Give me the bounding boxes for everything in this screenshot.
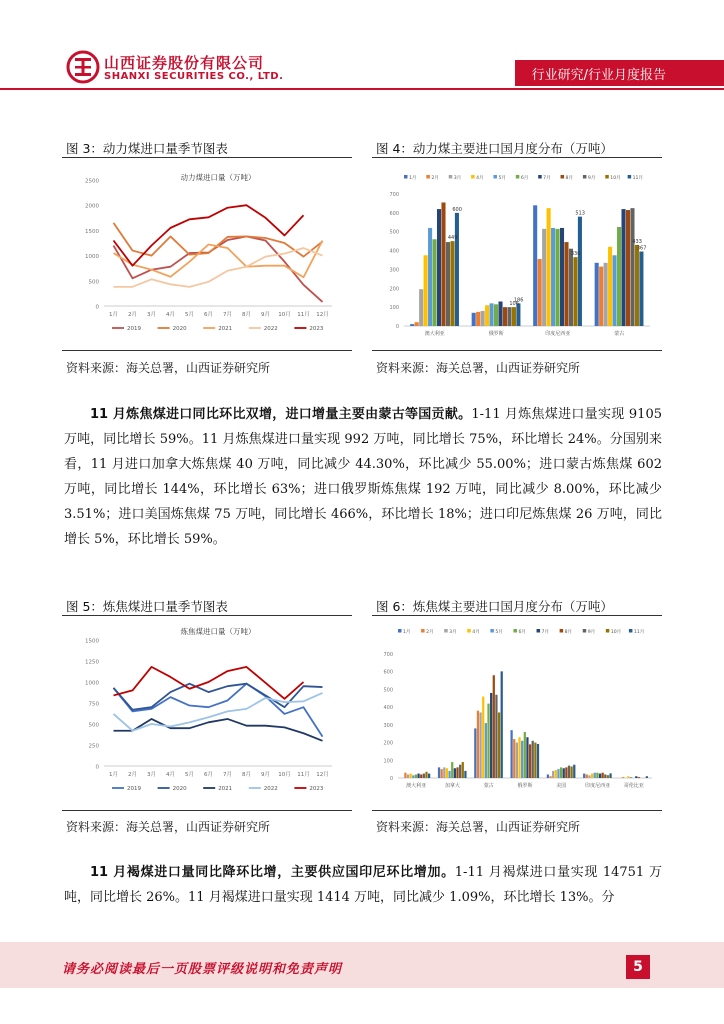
fig6-legend-label: 1月	[403, 630, 411, 635]
fig6-legend-label: 2月	[426, 630, 434, 635]
fig4-bar	[419, 289, 423, 326]
fig6-bar	[573, 765, 575, 778]
fig6-bar	[479, 712, 481, 778]
fig3-x-tick-label: 11月	[297, 312, 310, 318]
fig3-bottom-rule	[62, 350, 352, 351]
page-number: 5	[626, 955, 650, 979]
fig4-bar	[538, 259, 542, 326]
fig6-bar	[412, 775, 414, 778]
fig6-bar	[622, 777, 624, 778]
fig6-legend-label: 3月	[449, 630, 457, 635]
fig6-bar	[571, 766, 573, 778]
fig4-y-tick-label: 600	[389, 210, 399, 217]
fig4-bar	[490, 303, 494, 326]
fig6-bar	[448, 771, 450, 778]
fig6-bar	[417, 774, 419, 778]
fig5-x-tick-label: 5月	[185, 772, 194, 778]
fig6-legend-label: 5月	[495, 630, 503, 635]
header-section-band	[515, 60, 724, 86]
fig6-bar	[518, 737, 520, 778]
fig3-legend-label-2019: 2019	[127, 326, 141, 332]
fig6-bar	[568, 766, 570, 778]
fig6-bar	[555, 770, 557, 778]
fig4-bar	[547, 208, 551, 326]
fig3-chart	[80, 166, 340, 344]
fig6-y-tick-label: 500	[383, 687, 393, 694]
fig5-x-tick-label: 10月	[278, 772, 291, 778]
fig4-legend-swatch-6月	[516, 175, 520, 179]
fig6-bar	[482, 697, 484, 778]
fig5-x-tick-label: 7月	[223, 772, 232, 778]
fig6-legend-swatch-7月	[537, 629, 541, 633]
fig6-bar	[407, 774, 409, 778]
fig4-legend-swatch-9月	[583, 175, 587, 179]
fig3-x-tick-label: 8月	[242, 312, 251, 318]
fig5-x-tick-label: 4月	[166, 772, 175, 778]
paragraph-lignite	[64, 860, 662, 910]
paragraph-lignite-body: 1-11 月褐煤进口量实现 14751 万吨，同比增长 26%。11 月褐煤进口量实现 1414 万吨，同比减少 1.09%，环比增长 13%。分	[64, 865, 662, 905]
fig5-x-tick-label: 11月	[297, 772, 310, 778]
fig6-bar	[441, 769, 443, 778]
fig4-legend-label: 6月	[520, 176, 529, 181]
fig4-legend-swatch-1月	[404, 175, 408, 179]
fig3-series-2023-line	[114, 205, 304, 265]
fig3-x-tick-label: 2月	[128, 312, 137, 318]
fig3-y-tick-label: 2500	[85, 178, 99, 185]
fig6-bar	[557, 769, 559, 778]
fig5-legend-label-2023: 2023	[309, 786, 324, 792]
fig3-x-tick-label: 10月	[278, 312, 291, 318]
fig4-bar	[617, 227, 621, 326]
fig4-y-tick-label: 700	[389, 192, 399, 198]
fig5-legend-label-2021: 2021	[218, 786, 233, 792]
fig6-bar	[565, 767, 567, 778]
fig4-bar	[494, 304, 498, 326]
fig6-y-tick-label: 200	[383, 740, 393, 747]
fig5-x-tick-label: 6月	[204, 772, 213, 778]
fig4-bar	[630, 208, 634, 326]
fig4-data-label: 433	[632, 238, 642, 245]
fig6-bar	[501, 671, 503, 778]
fig4-category-label: 澳大利亚	[424, 331, 445, 337]
fig6-y-tick-label: 300	[383, 722, 393, 729]
fig6-legend-swatch-1月	[398, 629, 402, 633]
fig4-bar	[512, 307, 516, 326]
fig6-legend-swatch-8月	[560, 629, 564, 633]
fig4-legend-label: 11月	[632, 176, 644, 181]
fig4-legend-label: 7月	[543, 176, 551, 181]
fig6-bar	[487, 704, 489, 778]
fig6-category-label: 哥伦比亚	[623, 783, 644, 789]
fig4-category-label: 俄罗斯	[488, 331, 504, 337]
fig4-bar	[626, 210, 630, 326]
fig4-y-tick-label: 200	[389, 286, 399, 293]
fig5-legend-label-2019: 2019	[127, 786, 141, 792]
footer-disclaimer: 请务必阅读最后一页股票评级说明和免责声明	[62, 962, 343, 977]
fig4-bar	[503, 307, 507, 326]
fig4-bar	[415, 322, 419, 326]
fig6-bar	[474, 728, 476, 778]
fig6-y-tick-label: 700	[383, 652, 393, 658]
fig3-y-tick-label: 1500	[85, 228, 99, 235]
fig4-data-label: 106	[509, 301, 519, 308]
fig3-x-tick-label: 4月	[166, 312, 175, 318]
fig3-legend-label-2020: 2020	[172, 326, 187, 332]
fig6-bar	[428, 774, 430, 778]
fig6-bar	[596, 773, 598, 778]
fig6-bar	[599, 774, 601, 778]
fig6-title: 图 6：炼焦煤主要进口国月度分布（万吨）	[376, 599, 613, 614]
fig4-data-label: 513	[575, 210, 585, 217]
fig5-series-2021-line	[114, 719, 323, 741]
fig6-legend-label: 8月	[564, 630, 573, 635]
fig3-y-tick-label: 0	[95, 304, 99, 311]
fig6-category-label: 澳大利亚	[406, 783, 427, 789]
fig6-legend-swatch-10月	[606, 629, 610, 633]
fig6-bar	[524, 732, 526, 778]
fig4-bar	[551, 228, 555, 326]
fig6-bar	[588, 775, 590, 778]
fig6-legend-label: 4月	[472, 630, 480, 635]
fig4-data-label: 186	[513, 297, 524, 304]
fig3-x-tick-label: 7月	[223, 312, 232, 318]
fig4-data-label: 449	[447, 235, 458, 242]
paragraph-coking-coal-lead: 11 月炼焦煤进口同比环比双增，进口增量主要由蒙古等国贡献。	[90, 407, 472, 422]
fig6-legend-label: 9月	[587, 630, 596, 635]
fig6-legend-label: 6月	[518, 630, 526, 635]
fig4-legend-label: 10月	[610, 176, 621, 181]
header-section-label: 行业研究/行业月度报告	[531, 68, 666, 83]
paragraph-coking-coal-body: 1-11 月炼焦煤进口量实现 9105 万吨，同比增长 59%。11 月炼焦煤进口量实现 992 万吨，同比增长 75%，环比增长 24%。分国别来看，11 月进口加拿大炼焦煤 40 万吨，同比减少 44.30%，环比减少 55.00%；进口蒙古炼焦煤 602 万吨，同比增长 144%，环比增长 63%；进口俄罗斯炼焦煤 192 万吨，同比减少 8.00%，环比减少 3.51%；进口美国炼焦煤 75 万吨，同比增长 466%，环比增长 18%；进口印尼炼焦煤 26 万吨，同比增长 5%，环比增长 59%。	[64, 407, 662, 547]
fig3-legend-label-2021: 2021	[218, 326, 233, 332]
fig6-category-label: 俄罗斯	[517, 783, 533, 789]
fig6-bar	[635, 776, 637, 778]
fig4-source: 资料来源：海关总署，山西证券研究所	[376, 361, 581, 375]
company-logo	[66, 50, 100, 84]
fig6-bar	[529, 744, 531, 778]
fig6-legend-label: 11月	[633, 630, 645, 635]
fig6-bar	[415, 774, 417, 778]
fig6-bar	[410, 774, 412, 778]
fig6-bar	[583, 774, 585, 778]
fig4-bar	[635, 245, 639, 326]
fig3-x-tick-label: 6月	[204, 312, 213, 318]
fig6-bar	[516, 743, 518, 778]
fig6-bar	[604, 774, 606, 778]
fig6-bar	[490, 693, 492, 778]
fig3-x-tick-label: 5月	[185, 312, 194, 318]
fig6-legend-swatch-2月	[421, 629, 425, 633]
fig6-category-label: 蒙古	[483, 783, 494, 789]
fig6-bar	[627, 776, 629, 778]
fig5-y-tick-label: 500	[88, 722, 99, 729]
fig3-top-rule	[62, 157, 352, 158]
fig5-bottom-rule	[62, 810, 352, 811]
fig4-legend-swatch-2月	[426, 175, 430, 179]
fig6-y-tick-label: 600	[383, 669, 393, 676]
fig5-y-tick-label: 1250	[85, 659, 99, 666]
fig5-x-tick-label: 8月	[242, 772, 251, 778]
fig4-legend-swatch-10月	[605, 175, 609, 179]
fig4-bar	[573, 257, 577, 326]
fig6-top-rule	[372, 615, 662, 616]
fig5-top-rule	[62, 615, 352, 616]
fig5-y-tick-label: 1500	[85, 638, 99, 645]
fig6-legend-swatch-6月	[513, 629, 517, 633]
fig6-bar	[451, 762, 453, 778]
fig3-chart-title: 动力煤进口量（万吨）	[180, 173, 256, 182]
fig4-bar	[564, 242, 568, 326]
fig5-x-tick-label: 1月	[109, 772, 118, 778]
fig3-title: 图 3：动力煤进口量季节图表	[66, 141, 228, 156]
fig4-bar	[428, 228, 432, 326]
fig4-bar	[441, 202, 445, 326]
fig5-series-2020-line	[114, 684, 323, 710]
fig6-bar	[560, 767, 562, 778]
paragraph-coking-coal	[64, 402, 662, 552]
fig5-y-tick-label: 750	[88, 701, 99, 708]
fig4-y-tick-label: 400	[389, 248, 399, 255]
fig4-bar	[595, 263, 599, 326]
fig5-chart	[80, 620, 340, 804]
fig6-bar	[549, 776, 551, 778]
fig3-x-tick-label: 12月	[316, 312, 329, 318]
fig4-bar	[450, 241, 454, 326]
fig4-legend-swatch-11月	[628, 175, 632, 179]
fig6-legend-swatch-9月	[583, 629, 587, 633]
fig6-bar	[495, 695, 497, 778]
fig6-bar	[552, 771, 554, 778]
fig5-y-tick-label: 250	[88, 743, 99, 750]
fig6-bar	[591, 774, 593, 778]
fig6-bar	[423, 774, 425, 778]
fig4-chart	[376, 166, 658, 344]
fig6-bar	[462, 762, 464, 778]
header-divider	[0, 88, 724, 90]
fig6-bar	[425, 772, 427, 778]
fig4-y-tick-label: 0	[395, 324, 399, 330]
fig4-bar	[507, 307, 511, 326]
fig4-bar	[446, 242, 450, 326]
fig6-y-tick-label: 100	[383, 758, 393, 765]
fig3-x-tick-label: 9月	[261, 312, 270, 318]
fig5-title: 图 5：炼焦煤进口量季节图表	[66, 599, 228, 614]
fig4-bottom-rule	[372, 350, 662, 351]
fig4-bar	[481, 311, 485, 326]
fig4-bar	[533, 205, 537, 326]
fig4-legend-swatch-7月	[538, 175, 542, 179]
fig6-legend-label: 10月	[610, 630, 622, 635]
fig6-category-label: 印度尼西亚	[585, 783, 611, 789]
fig4-y-tick-label: 500	[389, 229, 399, 236]
fig6-bar	[477, 711, 479, 778]
fig3-y-tick-label: 2000	[85, 203, 99, 210]
fig6-bar	[602, 773, 604, 778]
fig4-data-label: 330	[570, 251, 581, 258]
fig4-bar	[498, 301, 502, 326]
fig3-source: 资料来源：海关总署，山西证券研究所	[66, 361, 271, 375]
fig6-bar	[404, 773, 406, 778]
fig6-bar	[513, 739, 515, 778]
fig6-legend-swatch-11月	[629, 629, 633, 633]
fig6-category-label: 美国	[556, 783, 567, 789]
fig6-bar	[456, 767, 458, 778]
fig6-bar	[630, 777, 632, 778]
fig5-y-tick-label: 1000	[85, 680, 99, 687]
fig5-legend-label-2020: 2020	[172, 786, 187, 792]
fig6-bar	[485, 723, 487, 778]
fig4-data-label: 367	[636, 245, 647, 252]
fig4-bar	[437, 209, 441, 326]
fig3-y-tick-label: 500	[88, 279, 99, 286]
fig4-bar	[485, 305, 489, 326]
fig6-bar	[586, 774, 588, 778]
fig3-legend-label-2023: 2023	[309, 326, 324, 332]
fig3-x-tick-label: 1月	[109, 312, 118, 318]
fig4-bar	[556, 229, 560, 326]
fig4-bar	[569, 249, 573, 326]
fig6-bar	[638, 777, 640, 778]
company-name-cn: 山西证券股份有限公司	[104, 54, 265, 72]
fig6-bar	[443, 767, 445, 778]
fig4-legend-label: 4月	[476, 176, 484, 181]
fig4-legend-label: 9月	[587, 176, 596, 181]
fig4-bar	[599, 267, 603, 326]
fig6-bar	[532, 741, 534, 778]
fig4-bar	[476, 312, 480, 326]
fig6-source: 资料来源：海关总署，山西证券研究所	[376, 820, 581, 834]
fig6-legend-swatch-3月	[444, 629, 448, 633]
fig6-bar	[534, 743, 536, 778]
fig4-bar	[608, 247, 612, 326]
fig6-legend-label: 7月	[541, 630, 550, 635]
fig3-y-tick-label: 1000	[85, 254, 99, 261]
fig6-bar	[547, 774, 549, 778]
fig6-bar	[464, 771, 466, 778]
fig4-legend-label: 8月	[565, 176, 574, 181]
fig4-bar	[639, 252, 643, 326]
fig6-bar	[510, 730, 512, 778]
fig6-legend-swatch-5月	[490, 629, 494, 633]
fig5-x-tick-label: 3月	[147, 772, 156, 778]
fig4-bar	[578, 217, 582, 326]
fig4-legend-label: 3月	[453, 176, 462, 181]
fig6-legend-swatch-4月	[467, 629, 471, 633]
fig6-bar	[438, 767, 440, 778]
fig4-bar	[455, 213, 459, 326]
fig4-bar	[424, 255, 428, 326]
fig4-legend-swatch-3月	[449, 175, 453, 179]
fig6-bar	[563, 768, 565, 778]
fig5-y-tick-label: 0	[95, 764, 99, 771]
fig4-legend-label: 5月	[498, 176, 506, 181]
fig6-bar	[594, 773, 596, 778]
fig6-bar	[454, 768, 456, 778]
fig4-title: 图 4：动力煤主要进口国月度分布（万吨）	[376, 141, 613, 156]
fig6-chart	[376, 620, 658, 804]
fig3-x-tick-label: 3月	[147, 312, 156, 318]
fig6-bar	[459, 765, 461, 778]
fig5-source: 资料来源：海关总署，山西证券研究所	[66, 820, 271, 834]
fig6-bar	[537, 744, 539, 778]
fig4-bar	[472, 313, 476, 326]
paragraph-lignite-lead: 11 月褐煤进口量同比降环比增，主要供应国印尼环比增加。	[90, 865, 455, 880]
fig6-bottom-rule	[372, 810, 662, 811]
fig4-bar	[410, 324, 414, 326]
fig4-bar	[560, 228, 564, 326]
fig5-x-tick-label: 12月	[316, 772, 329, 778]
fig4-y-tick-label: 300	[389, 267, 399, 274]
fig4-legend-swatch-8月	[561, 175, 565, 179]
fig5-x-tick-label: 9月	[261, 772, 270, 778]
fig4-bar	[604, 263, 608, 326]
fig6-bar	[526, 737, 528, 778]
fig6-y-tick-label: 0	[389, 776, 393, 782]
fig6-bar	[646, 776, 648, 778]
fig4-legend-swatch-4月	[471, 175, 475, 179]
fig4-bar	[621, 209, 625, 326]
fig6-bar	[446, 768, 448, 778]
fig5-series-2023-line	[114, 667, 304, 699]
fig4-legend-label: 2月	[431, 176, 439, 181]
fig6-bar	[493, 675, 495, 778]
fig4-bar	[613, 255, 617, 326]
fig6-bar	[498, 712, 500, 778]
fig4-data-label: 600	[452, 206, 462, 213]
fig4-category-label: 蒙古	[614, 331, 625, 337]
fig6-bar	[420, 774, 422, 778]
fig4-legend-label: 1月	[409, 176, 417, 181]
fig5-x-tick-label: 2月	[128, 772, 137, 778]
fig5-legend-label-2022: 2022	[263, 786, 278, 792]
company-name-en: SHANXI SECURITIES CO., LTD.	[104, 71, 284, 82]
fig6-bar	[607, 775, 609, 778]
fig4-top-rule	[372, 157, 662, 158]
fig3-legend-label-2022: 2022	[263, 326, 278, 332]
fig6-bar	[521, 741, 523, 778]
fig4-bar	[433, 239, 437, 326]
fig5-chart-title: 炼焦煤进口量（万吨）	[180, 627, 256, 636]
fig4-legend-swatch-5月	[493, 175, 497, 179]
fig6-category-label: 加拿大	[444, 783, 460, 789]
fig6-bar	[609, 773, 611, 778]
fig4-bar	[542, 229, 546, 326]
fig4-category-label: 印度尼西亚	[545, 331, 571, 337]
fig6-y-tick-label: 400	[383, 705, 393, 712]
fig4-y-tick-label: 100	[389, 305, 399, 312]
